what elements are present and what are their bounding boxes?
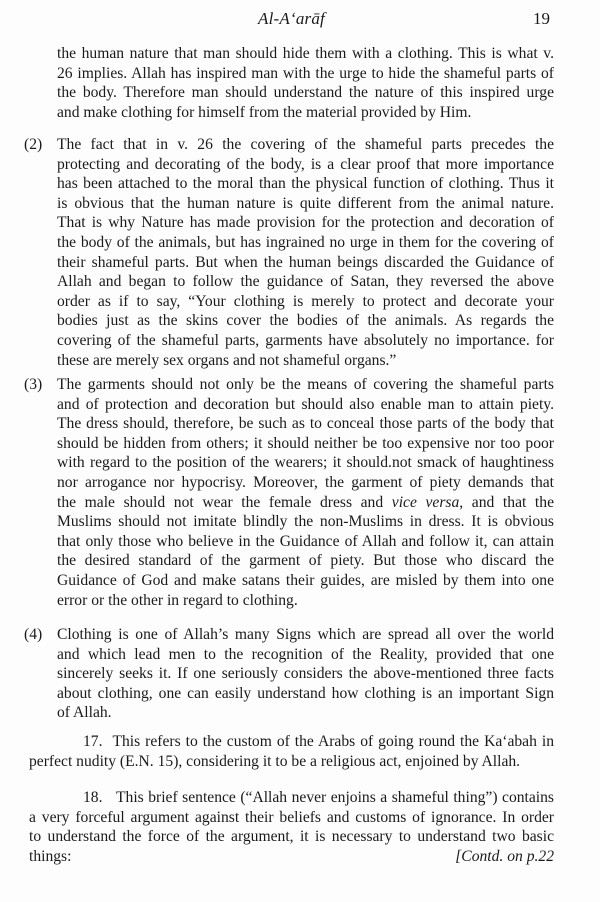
footnote-17 <box>29 732 554 771</box>
text-line: order as if to say, “Your clothing is merely to protect and decorate your <box>57 292 554 310</box>
footnote-18 <box>29 788 554 866</box>
text-line: Guidance of God and make satans their guides, are misled by them into one <box>57 571 554 589</box>
point-2 <box>24 135 554 370</box>
text-line: has been attached to the moral than the physical function of clothing. Thus it <box>57 175 554 193</box>
text-line: and which lead men to the recognition of the Reality, provided that one <box>57 645 554 663</box>
text-line: bodies just as the skins cover the bodies of the animals. As regards the <box>57 312 554 330</box>
text-line: Muslims should not imitate blindly the non-Muslims in dress. It is obvious <box>57 513 554 531</box>
text-line: these are merely sex organs and not shameful organs.” <box>57 351 397 369</box>
text-line: That is why Nature has made provision for the protection and decoration of <box>57 214 554 232</box>
text-line <box>29 788 554 808</box>
text-line: covering of the shameful parts, garments have absolutely no importance. for <box>57 331 554 349</box>
text-line: Allah and began to follow the guidance of Satan, they reversed the above <box>57 273 554 291</box>
text-line: 26 implies. Allah has inspired man with the urge to hide the shameful parts of <box>57 64 554 82</box>
text-segment: things: <box>29 847 72 865</box>
text-segment: the male should not wear the female dress and <box>57 493 392 511</box>
text-line: about clothing, one can easily understand how clothing is an important Sign <box>57 684 554 702</box>
text-segment: This brief sentence (“Allah never enjoins a shameful thing”) contains <box>116 789 554 806</box>
point-marker: (4) <box>24 626 43 643</box>
point-marker: (2) <box>24 136 43 153</box>
footnote-number: 18. <box>83 789 103 806</box>
text-line: should be hidden from others; it should neither be too expensive nor too poor <box>57 434 554 452</box>
text-line: the human nature that man should hide them with a clothing. This is what v. <box>57 45 554 62</box>
text-line: the body of the animals, but has ingrained no urge in them for the covering of <box>57 233 554 251</box>
text-line: of Allah. <box>57 704 112 722</box>
text-segment: This refers to the custom of the Arabs of going round the Ka‘abah in <box>112 733 554 750</box>
text-segment: , and that the <box>459 493 554 511</box>
text-line: sincerely seeks it. If one seriously considers the above-mentioned three facts <box>57 665 554 683</box>
text-line: The garments should not only be the means of covering the shameful parts <box>57 376 554 393</box>
text-line: to understand the force of the argument, it is necessary to understand two basic <box>29 828 554 846</box>
text-line: with regard to the position of the wearers; it should.not smack of haughtiness <box>57 454 554 472</box>
text-line: Clothing is one of Allah’s many Signs which are spread all over the world <box>57 626 554 643</box>
footnote-number: 17. <box>83 733 103 750</box>
paragraph-continuation <box>57 44 554 122</box>
text-line: The fact that in v. 26 the covering of the shameful parts precedes the <box>57 136 554 153</box>
text-line: a very forceful argument against their beliefs and customs of ignorance. In order <box>29 808 554 826</box>
page-number: 19 <box>533 9 550 28</box>
text-line <box>29 847 554 867</box>
running-title: Al-A‘arāf <box>258 9 325 28</box>
text-line: their shameful parts. But when the human beings discarded the Guidance of <box>57 253 554 271</box>
text-line: perfect nudity (E.N. 15), considering it to be a religious act, enjoined by Allah. <box>29 752 521 770</box>
text-line: protecting and decorating of the body, is a clear proof that more importance <box>57 155 554 173</box>
text-line: error or the other in regard to clothing. <box>57 591 298 609</box>
running-head <box>0 9 600 31</box>
text-line: that only those who believe in the Guidance of Allah and follow it, can attain <box>57 532 554 550</box>
text-line: and of protection and decoration but should also enable man to attain piety. <box>57 395 554 413</box>
text-line: and make clothing for himself from the material provided by Him. <box>57 103 472 121</box>
text-line: The dress should, therefore, be such as to conceal those parts of the body that <box>57 415 554 433</box>
text-line: nor arrogance nor hypocrisy. Moreover, the garment of piety demands that <box>57 473 554 491</box>
text-line-vice-versa <box>57 493 554 513</box>
text-line: is obvious that the human nature is quite different from the animal nature. <box>57 194 554 212</box>
text-line: the body. Therefore man should understand the nature of this inspired urge <box>57 84 554 102</box>
continued-note: [Contd. on p.22 <box>455 847 554 865</box>
point-3 <box>24 375 554 610</box>
point-marker: (3) <box>24 376 43 393</box>
text-line <box>29 732 554 752</box>
text-line: the desired standard of the garment of piety. But those who discard the <box>57 552 554 570</box>
point-4 <box>24 625 554 723</box>
italic-phrase: vice versa <box>391 493 460 511</box>
